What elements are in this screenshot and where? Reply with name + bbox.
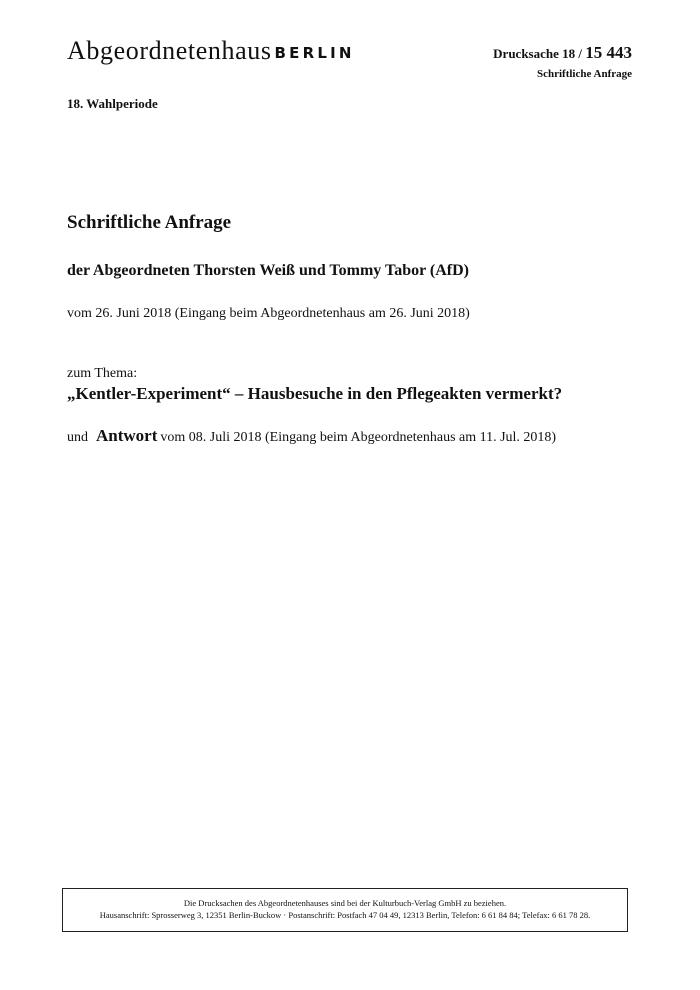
topic-title: „Kentler-Experiment“ – Hausbesuche in den Pflegeakten vermerkt? (67, 384, 563, 403)
topic-label: zum Thema: (67, 366, 138, 381)
answer-line (67, 426, 556, 446)
document-type: Schriftliche Anfrage (536, 68, 632, 80)
document-title: Schriftliche Anfrage (67, 212, 232, 233)
drucksache-label: Drucksache 18 / (493, 46, 586, 61)
authors-line: der Abgeordneten Thorsten Weiß und Tommy Tabor (AfD) (67, 262, 470, 279)
answer-prefix: und (67, 430, 88, 445)
submission-date-line: vom 26. Juni 2018 (Eingang beim Abgeordnetenhaus am 26. Juni 2018) (67, 306, 470, 321)
drucksache-block (493, 44, 632, 80)
parliament-logo (67, 38, 355, 64)
footer-line-address: Hausanschrift: Sprosserweg 3, 12351 Berlin-Buckow · Postanschrift: Postfach 47 04 49, 12313 Berlin, Telefon: 6 61 84 84; Telefax: 6 61 78 28. (99, 910, 591, 920)
drucksache-number: 15 443 (585, 43, 632, 62)
drucksache-reference (493, 44, 632, 61)
answer-label: Antwort (96, 426, 158, 445)
footer-box (62, 888, 628, 932)
legislative-period: 18. Wahlperiode (67, 96, 158, 111)
logo-city: BERLIN (274, 44, 355, 62)
logo-wordmark: Abgeordnetenhaus (67, 36, 272, 65)
answer-date-text: vom 08. Juli 2018 (Eingang beim Abgeordnetenhaus am 11. Jul. 2018) (160, 430, 557, 445)
footer-line-distribution: Die Drucksachen des Abgeordnetenhauses sind bei der Kulturbuch-Verlag GmbH zu beziehen. (183, 898, 507, 908)
